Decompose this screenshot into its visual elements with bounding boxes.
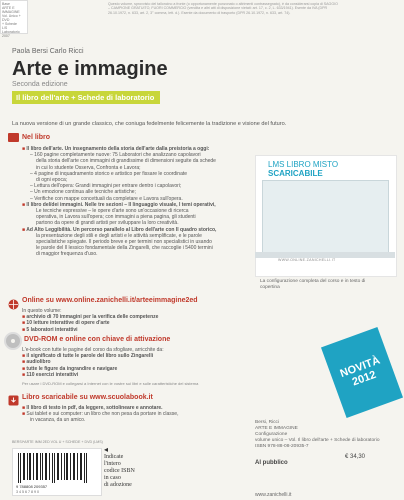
- isbn-instruction: [104, 446, 135, 489]
- list-item: ■ Sui tablet e sui computer: un libro che non pesa da portare in classe,: [22, 411, 179, 418]
- book-title: Arte e immagine: [12, 58, 168, 80]
- sticker-line: ARTE E IMMAGINE: [2, 6, 20, 14]
- publisher-url: www.zanichelli.it: [255, 492, 292, 498]
- list-item: ■ il significato di tutte le parole del libro sullo Zingarelli: [22, 353, 154, 360]
- isbn-instruction-line: Indicate: [104, 454, 124, 460]
- price: € 34,30: [345, 454, 366, 460]
- novita-badge: [321, 327, 403, 418]
- arrow-left-icon: ◂: [104, 445, 109, 454]
- sticker-line: 2007: [2, 34, 10, 38]
- list-item: ■ Il libro del/dei immagini. Nelle tre sezioni – Il linguaggio visuale, I temi operativi,: [22, 201, 216, 208]
- barcode-digits: 3 4 5 6 7 8 9 0: [16, 490, 39, 494]
- pub-line: volume unico – Vol. Il libro dell'arte + Schede di laboratorio: [255, 438, 380, 443]
- nel-libro-list: [22, 146, 244, 258]
- list-item: ■ 110 esercizi interattivi: [22, 371, 79, 378]
- list-item: ■ audiolibro: [22, 359, 51, 366]
- list-item: ■ archivio di 70 immagini per la verifica delle competenze: [22, 314, 159, 321]
- section-heading-nel-libro: Nel libro: [22, 134, 51, 141]
- barcode-number: 9 788808 209357: [16, 484, 48, 489]
- list-item: di ogni epoca;: [36, 177, 68, 184]
- list-item: della storia dell'arte con immagini di grandissime di dimensioni seguite da schede: [36, 158, 216, 165]
- list-item: – Verifiche con mappe concettuali da completare e Lavora sull'opera.: [30, 195, 183, 202]
- list-item: ■ Ad Alto Leggibilità. Un percorso parallelo al Libro dell'arte con Il quadro storico,: [22, 226, 217, 233]
- list-item: ■ Il libro dell'arte. Un insegnamento della storia dell'arte dalla preistoria a oggi:: [22, 146, 210, 152]
- dvd-note: Per usare i DVD-ROM e collegarsi a Internet con le vostre sui libri e sulle caratteristiche del sistema: [22, 381, 199, 387]
- laptop-screen-illustration: [262, 180, 389, 254]
- book-icon: [8, 133, 19, 142]
- isbn-instruction-line: codice ISBN: [104, 468, 135, 474]
- pub-line: Configurazione: [255, 432, 288, 437]
- pub-line: ARTE E IMMAGINE: [255, 426, 298, 431]
- list-item: partono da opere di grandi artisti per sviluppare la loro creatività.: [36, 220, 179, 227]
- novita-badge-text: NOVITÀ 2012: [338, 354, 382, 388]
- dvd-icon: [4, 332, 22, 350]
- edition: Seconda edizione: [12, 81, 68, 88]
- list-item: in cui lo studente Osserva, Confronta e Lavora;: [36, 164, 141, 171]
- list-item: – 160 pagine completamente nuove: 75 Laboratori che analizzano capolavori: [30, 152, 201, 159]
- list-item: Le tecniche espressive – le opere d'arte sono un'occasione di ricerca: [36, 208, 189, 215]
- section-heading-dvd: DVD-ROM e online con chiave di attivazione: [24, 336, 171, 343]
- isbn-instruction-line: in caso: [104, 475, 121, 481]
- price-label: Al pubblico: [255, 460, 288, 466]
- pub-line: ISBN 978-88-08-20935-7: [255, 444, 309, 449]
- sticker-line: Laboratorio: [2, 30, 20, 34]
- configuration-caption: La configurazione completa del corso e in testo di copertina: [260, 279, 366, 290]
- download-icon: [8, 393, 19, 411]
- libro-list: [22, 405, 244, 424]
- online-list: [22, 308, 244, 333]
- online-intro: In questo volume:: [22, 308, 62, 314]
- sticker-line: Base: [2, 2, 10, 6]
- sticker-label: [0, 0, 28, 38]
- list-item: in vacanza, da un amico.: [30, 417, 86, 424]
- lms-heading: LMS LIBRO MISTO: [268, 160, 339, 169]
- list-item: – Un emozione continua alle tecniche artistiche;: [30, 189, 136, 196]
- sticker-line: Vol. Unico + DVD: [2, 14, 21, 22]
- list-item: ■ tutte le figure da ingrandire e navigare: [22, 365, 118, 372]
- lms-subheading: SCARICABILE: [268, 169, 323, 178]
- isbn-instruction-line: di adozione: [104, 482, 132, 488]
- list-item: ■ 5 laboratori interattivi: [22, 326, 78, 333]
- section-heading-libro: Libro scaricabile su www.scuolabook.it: [22, 394, 153, 401]
- barcode: [16, 453, 91, 483]
- sticker-line: + Schede: [2, 22, 17, 26]
- section-heading-online: Online su www.online.zanichelli.it/arteeimmagine2ed: [22, 297, 198, 304]
- subtitle-banner: Il libro dell'arte + Schede di laboratorio: [12, 91, 160, 104]
- isbn-instruction-line: l'intero: [104, 461, 121, 467]
- lms-url: WWW.ONLINE.ZANICHELLI.IT: [278, 258, 336, 262]
- publication-info: [255, 420, 395, 450]
- list-item: ■ Il libro di testo in pdf, da leggere, sottolineare e annotare.: [22, 405, 163, 411]
- sticker-line: L/S: [2, 26, 8, 30]
- isbn-line: BERSI*ARTE IMM 2ED VOL U + SCHEDE + DVD (LMS): [12, 440, 103, 444]
- pub-line: Bersi, Ricci: [255, 420, 279, 425]
- legal-notice: Questo volume, sprovvisto del talloncino a fronte (o opportunamente punzonato o altrimenti contrassegnato), è da considerarsi copia di SAGGIO – CAMPIONE GRATUITO, FUORI COMMERCIO (vendita e altri atti di disposizione vietati: art. 17, c. 2, L. 633/1941). Esente da IVA (DPR 26.10.1972, n. 633, art. 2, 3° comma, lett. d.). Esente da documento di trasporto (DPR 26.10.1972, n. 633, art. 74).: [108, 2, 338, 15]
- dvd-intro: L'e-book con tutte le pagine del corso da sfogliare, arricchite da:: [22, 347, 164, 353]
- dvd-list: [22, 347, 244, 387]
- list-item: ■ 10 letture interattive di opere d'arte: [22, 320, 110, 327]
- globe-icon: [8, 297, 19, 315]
- list-item: di maggior frequenza d'uso.: [36, 251, 98, 258]
- list-item: operativa, in Lavora sull'opera; con immagini a piena pagina, gli studenti: [36, 214, 196, 221]
- intro-text: La nuova versione di un grande classico, che coniuga fedelmente felicemente la tradizione e visione del futuro.: [12, 121, 287, 127]
- list-item: la presentazione degli stili e degli artisti e le attività semplificate, e le parole: [36, 232, 202, 239]
- list-item: – Lettura dell'opera: Grandi immagini per entrare dentro i capolavori;: [30, 183, 182, 190]
- list-item: le parole del Il lessico fondamentale della Zingarelli, che raccoglie i 5400 termini: [36, 245, 213, 252]
- list-item: – 4 pagine di inquadramento storico e artistico per fissare le coordinate: [30, 170, 188, 177]
- list-item: specialistiche spiegate. Il periodo breve e per termini non specialistici in usando: [36, 239, 212, 246]
- authors: Paola Bersi Carlo Ricci: [12, 48, 84, 55]
